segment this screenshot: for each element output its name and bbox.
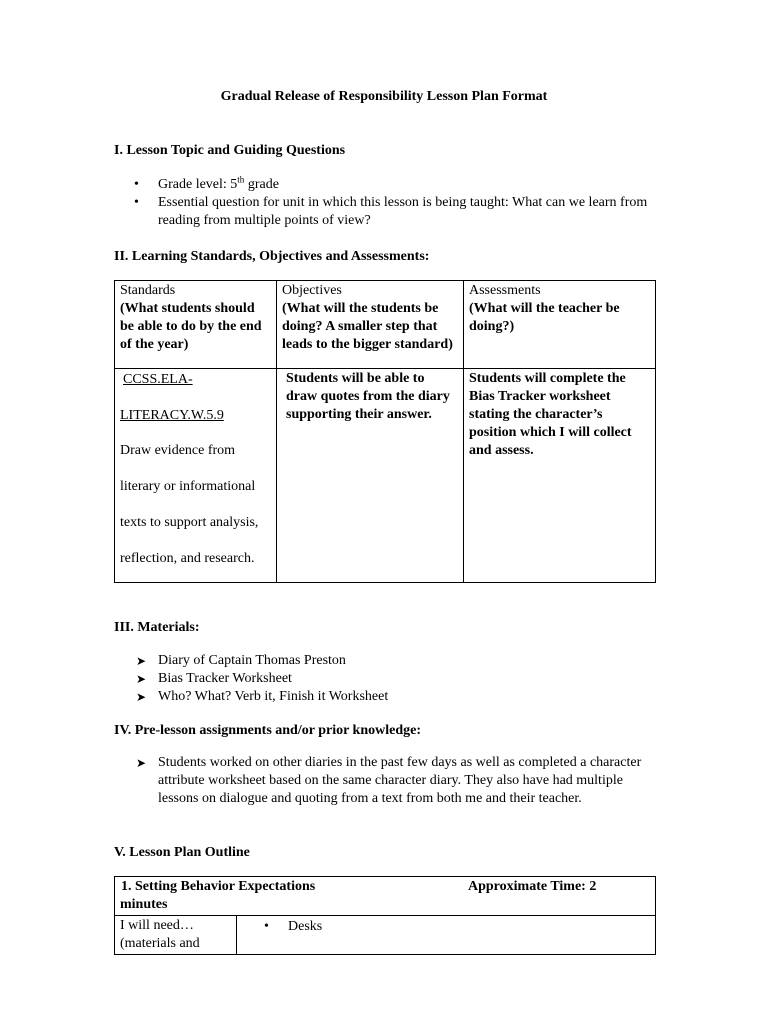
lesson-outline-table [114,876,656,955]
table-row [115,369,656,583]
need-items-list [264,918,650,936]
assessment-cell [464,369,656,583]
material-item: Bias Tracker Worksheet [158,671,292,686]
standard-text-line: literary or informational [120,479,256,494]
need-items-cell [237,916,656,955]
assessments-header-cell [464,281,656,369]
step-title: 1. Setting Behavior Expectations [121,879,316,894]
document-title: Gradual Release of Responsibility Lesson Plan Format [220,89,548,104]
section-2-heading: II. Learning Standards, Objectives and Assessments: [114,249,430,264]
section-4-heading: IV. Pre-lesson assignments and/or prior knowledge: [114,723,421,738]
list-item [134,176,664,194]
standard-code-line-2[interactable]: LITERACY.W.5.9 [120,408,224,423]
bullet-icon: • [134,195,139,210]
section-3-heading: III. Materials: [114,620,200,635]
standards-subheader: (What students should be able to do by the end of the year) [120,301,262,352]
list-item [264,918,650,936]
grade-level-suffix: grade [244,177,279,192]
prior-knowledge-text: Students worked on other diaries in the past few days as well as completed a character attribute worksheet based on the same character diary. They also have had multiple lessons on dialogue and quoting from a text from both me and their teacher. [158,755,642,806]
table-row [115,877,656,916]
table-row [115,916,656,955]
standard-text-line: texts to support analysis, [120,515,259,530]
assessment-text: Students will complete the Bias Tracker worksheet stating the character’s position which I will collect and assess. [469,371,632,458]
section-1-heading: I. Lesson Topic and Guiding Questions [114,143,346,158]
objective-text: Students will be able to draw quotes from the diary supporting their answer. [286,371,450,422]
step-header-cell [115,877,656,916]
arrow-bullet-icon: ➤ [136,654,147,668]
bullet-icon: • [134,177,139,192]
essential-question-text: Essential question for unit in which this lesson is being taught: What can we learn from reading from multiple points of view? [158,195,648,228]
grade-level-sup: th [237,174,245,185]
section-5-heading: V. Lesson Plan Outline [114,845,250,860]
standard-code-line-1[interactable]: CCSS.ELA- [123,372,193,387]
standard-text-line: Draw evidence from [120,443,236,458]
objectives-subheader: (What will the students be doing? A smaller step that leads to the bigger standard) [282,301,453,352]
objectives-header: Objectives [282,283,342,298]
standards-table [114,280,656,583]
need-label-line-2: (materials and [120,936,200,951]
list-item [134,652,664,670]
material-item: Diary of Captain Thomas Preston [158,653,346,668]
need-label-cell [115,916,237,955]
arrow-bullet-icon: ➤ [136,690,147,704]
assessments-subheader: (What will the teacher be doing?) [469,301,620,334]
objectives-header-cell [277,281,464,369]
list-item [134,688,664,706]
arrow-bullet-icon: ➤ [136,672,147,686]
arrow-bullet-icon: ➤ [136,756,147,770]
standard-cell [115,369,277,583]
grade-level-text: Grade level: 5 [158,177,238,192]
table-header-row [115,281,656,369]
need-item: Desks [288,919,323,934]
list-item [134,754,654,808]
material-item: Who? What? Verb it, Finish it Worksheet [158,689,389,704]
prior-knowledge-list [134,754,654,808]
list-item [134,670,664,688]
list-item [134,194,664,230]
need-label-line-1: I will need… [120,918,194,933]
time-unit: minutes [120,897,168,912]
standards-header: Standards [120,283,176,298]
standards-header-cell [115,281,277,369]
section-1-list [134,176,664,230]
materials-list [134,652,664,706]
objective-cell [277,369,464,583]
assessments-header: Assessments [469,283,541,298]
bullet-icon: • [264,919,269,934]
time-label: Approximate Time: 2 [468,879,597,894]
standard-text-line: reflection, and research. [120,551,255,566]
